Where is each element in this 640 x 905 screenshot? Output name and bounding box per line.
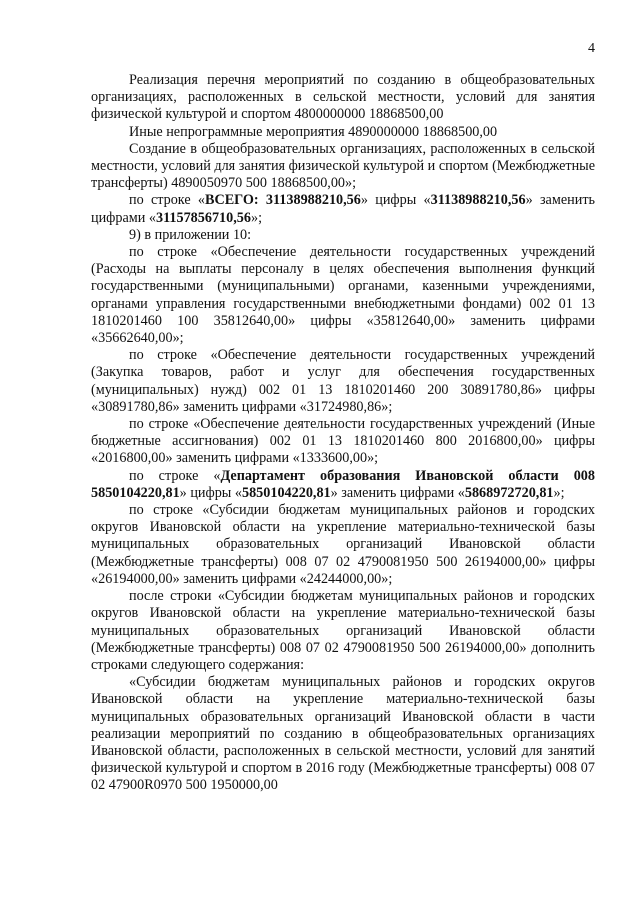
p4-text-d: » заменить цифрами « <box>91 192 595 226</box>
paragraph-6: по строке «Обеспечение деятельности государственных учреждений (Расходы на выплаты персоналу в целях обеспечения выполнения функций государственными (муниципальными) органами, казенными учреждениями, органами управления государственными внебюджетными фондами) 002 01 13 1810201460 100 35812640,00» цифры «35812640,00» заменить цифрами «35662640,00»; <box>91 244 595 347</box>
p9-text-a: по строке « <box>129 467 221 484</box>
paragraph-5: 9) в приложении 10: <box>129 226 252 243</box>
p9-bold-new: 5868972720,81 <box>464 484 554 501</box>
paragraph-9 <box>91 468 595 502</box>
paragraph-12: «Субсидии бюджетам муниципальных районов и городских округов Ивановской области на укрепление материально-технической базы муниципальных образовательных организаций Ивановской области в части реализации мероприятий по созданию в общеобразовательных организациях Ивановской области, расположенных в сельской местности, условий для занятий физической культурой и спортом в 2016 году (Межбюджетные трансферты) 008 07 02 47900R0970 500 1950000,00 <box>91 674 595 794</box>
p4-text-e: »; <box>250 209 263 226</box>
paragraph-2: Иные непрограммные мероприятия 4890000000 18868500,00 <box>129 123 498 140</box>
p9-text-c: » цифры « <box>179 484 242 501</box>
paragraph-3: Создание в общеобразовательных организациях, расположенных в сельской местности, условий для занятия физической культурой и спортом (Межбюджетные трансферты) 4890050970 500 18868500,00»; <box>91 140 595 192</box>
paragraph-7: по строке «Обеспечение деятельности государственных учреждений (Закупка товаров, работ и услуг для обеспечения государственных (муниципальных) нужд) 002 01 13 1810201460 200 30891780,86» цифры «30891780,86» заменить цифрами «31724980,86»; <box>91 347 595 415</box>
p4-bold-new: 31157856710,56 <box>155 209 251 226</box>
page-number: 4 <box>588 41 595 56</box>
p4-bold-old: 31138988210,56 <box>430 192 526 209</box>
paragraph-8: по строке «Обеспечение деятельности государственных учреждений (Иные бюджетные ассигнования) 002 01 13 1810201460 800 2016800,00» цифры «2016800,00» заменить цифрами «1333600,00»; <box>91 416 595 467</box>
p9-bold-department: Департамент образования Ивановской области 008 5850104220,81 <box>91 467 595 501</box>
p4-text-c: » цифры « <box>360 192 431 209</box>
p9-text-d: » заменить цифрами « <box>330 484 465 501</box>
p4-bold-total: ВСЕГО: 31138988210,56 <box>205 192 361 209</box>
p9-bold-old: 5850104220,81 <box>241 484 331 501</box>
paragraph-1: Реализация перечня мероприятий по созданию в общеобразовательных организациях, расположенных в сельской местности, условий для занятия физической культурой и спортом 4800000000 18868500,00 <box>91 72 595 123</box>
p4-text-a: по строке « <box>129 192 206 209</box>
paragraph-10: по строке «Субсидии бюджетам муниципальных районов и городских округов Ивановской области на укрепление материально-технической базы муниципальных образовательных организаций Ивановской области (Межбюджетные трансферты) 008 07 02 4790081950 500 26194000,00» цифры «26194000,00» заменить цифрами «24244000,00»; <box>91 502 595 587</box>
paragraph-4 <box>91 192 595 226</box>
p9-text-e: »; <box>553 484 565 501</box>
document-body <box>91 72 595 795</box>
paragraph-11: после строки «Субсидии бюджетам муниципальных районов и городских округов Ивановской области на укрепление материально-технической базы муниципальных образовательных организаций Ивановской области (Межбюджетные трансферты) 008 07 02 4790081950 500 26194000,00» дополнить строками следующего содержания: <box>91 588 595 673</box>
